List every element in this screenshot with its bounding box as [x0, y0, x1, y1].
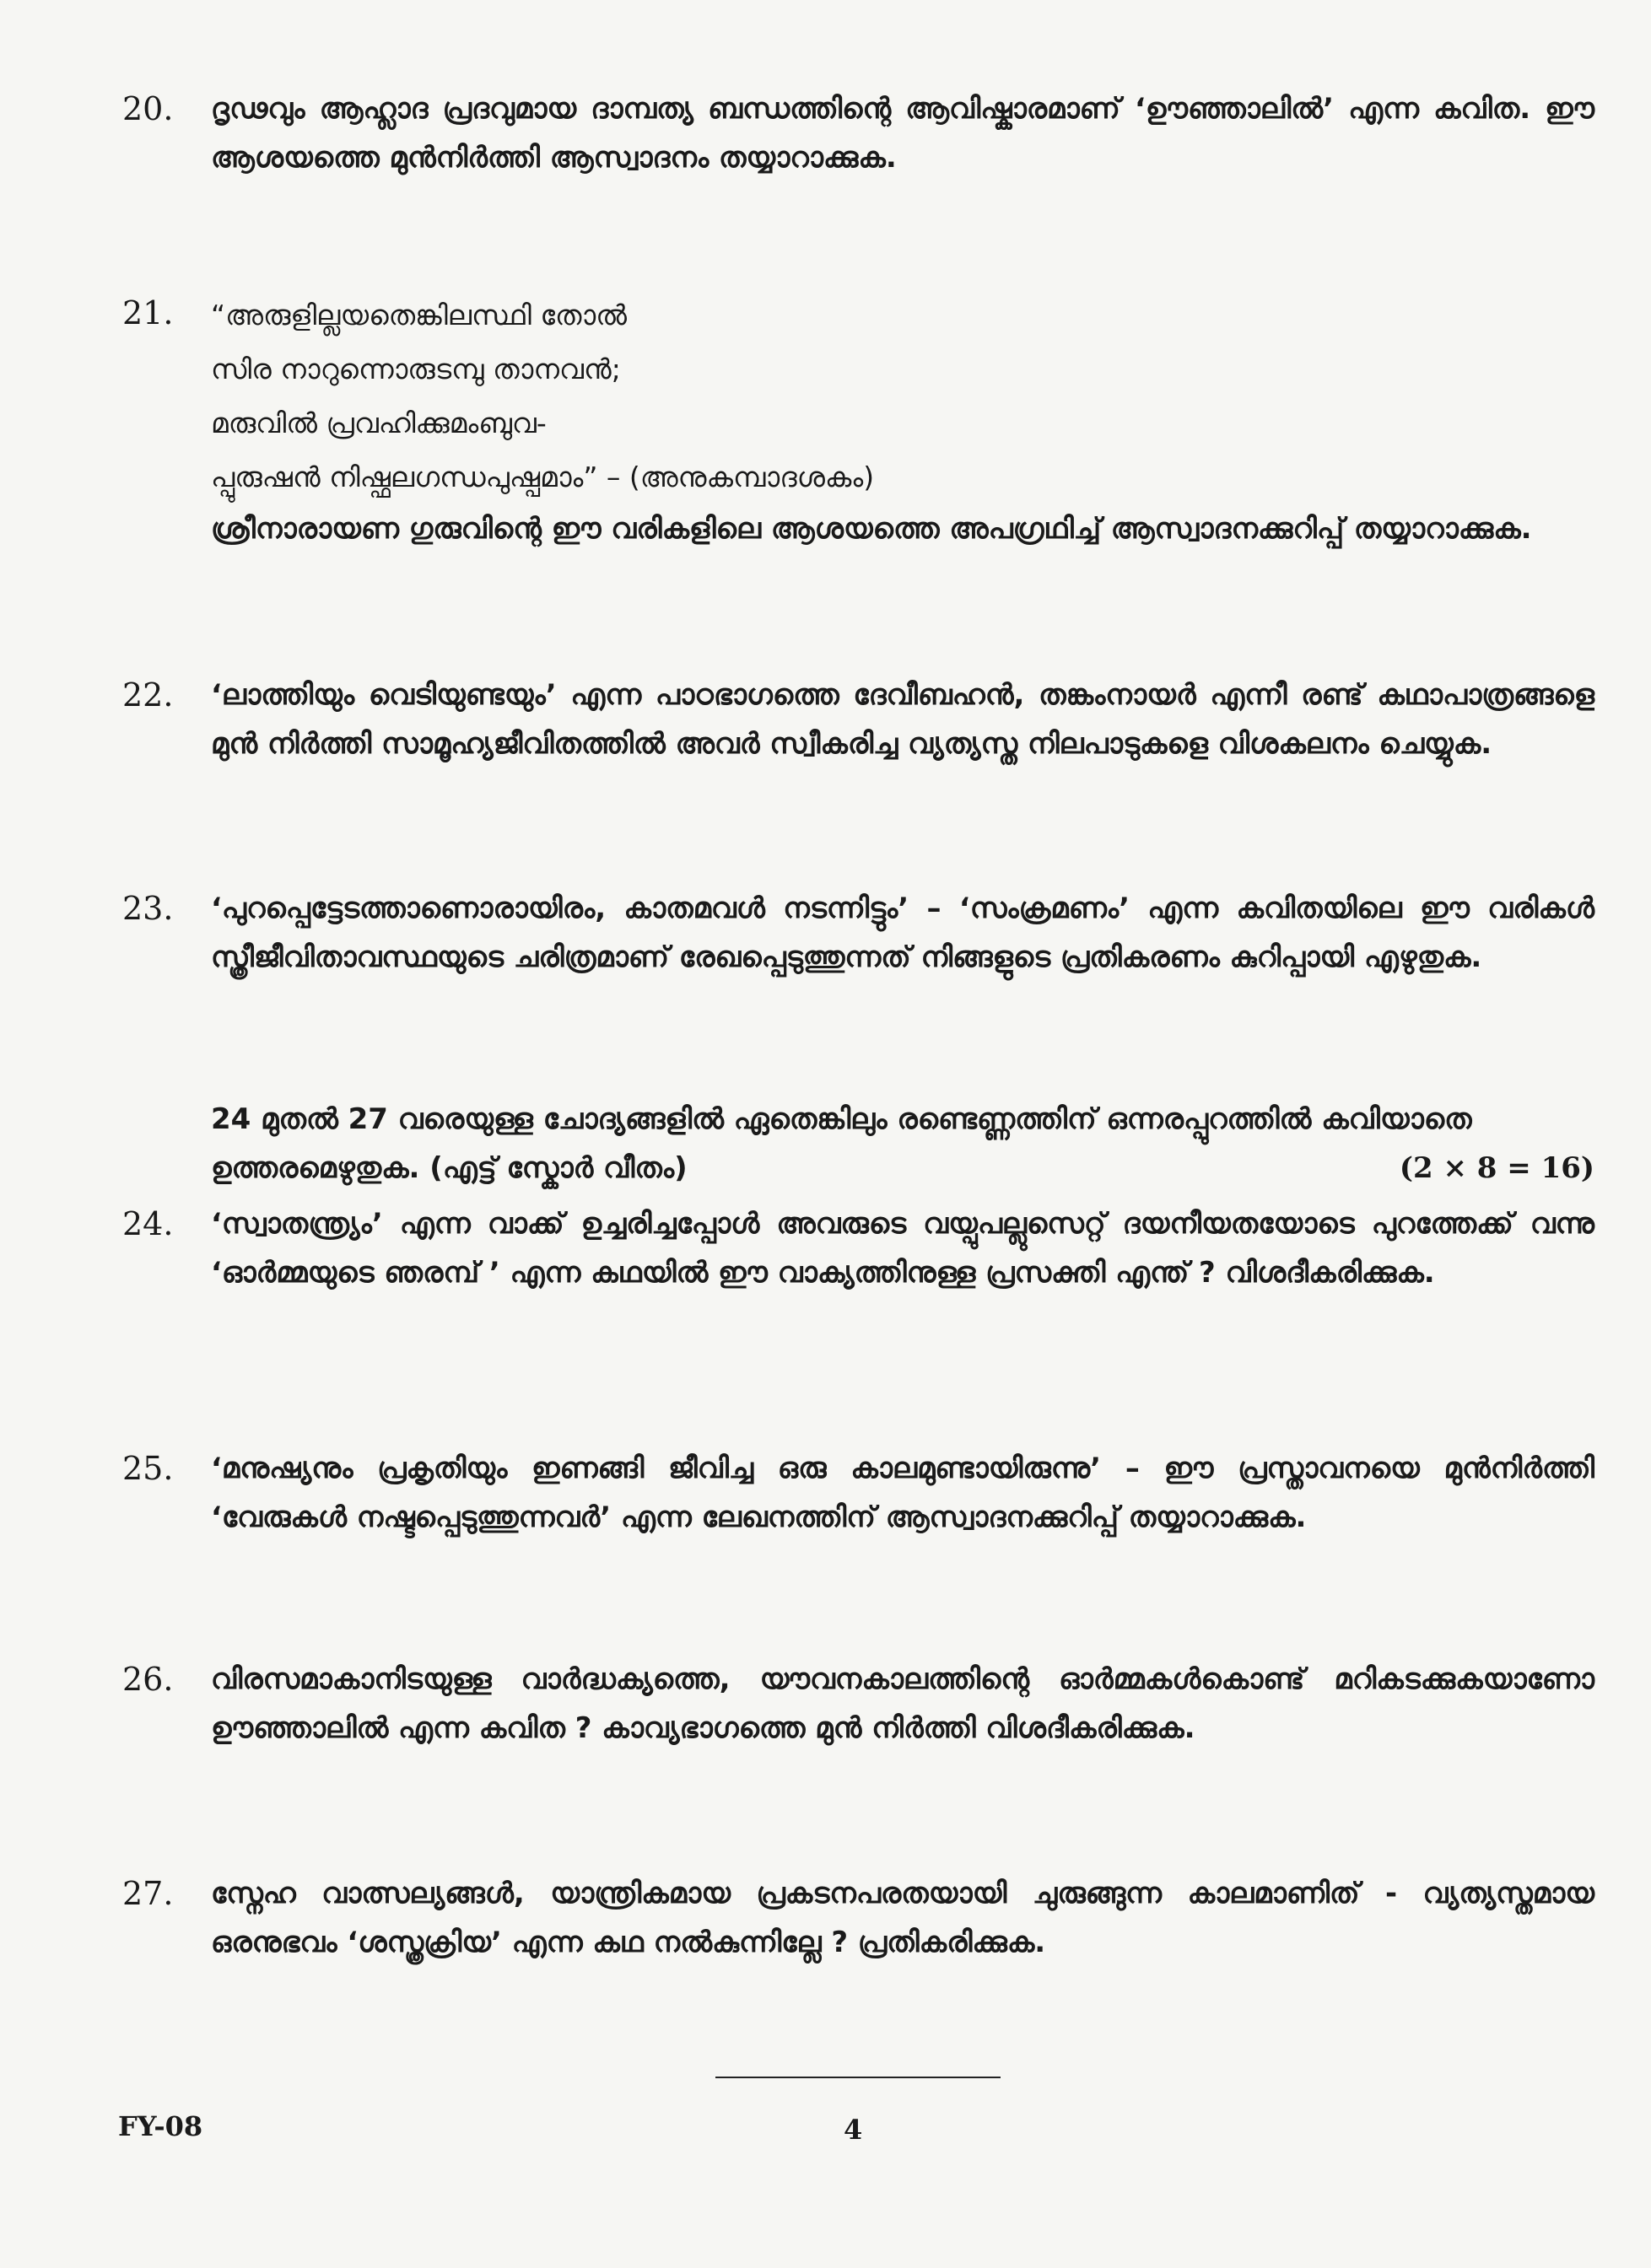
question-number: 20.: [122, 90, 174, 127]
section-instruction: [211, 1095, 1594, 1193]
question-number: 24.: [122, 1205, 174, 1242]
question-text: ‘ലാത്തിയും വെടിയുണ്ടയും’ എന്ന പാഠഭാഗത്തെ ദേവീബഹൻ, തങ്കംനായർ എന്നീ രണ്ട് കഥാപാത്രങ്ങളെ മുൻ നിർത്തി സാമൂഹ്യജീവിതത്തിൽ അവർ സ്വീകരിച്ച വ്യത്യസ്ത നിലപാടുകളെ വിശകലനം ചെയ്യുക.: [211, 678, 1594, 761]
question-number: 27.: [122, 1875, 174, 1912]
verse-line: “അരുളില്ലയതെങ്കിലസ്ഥി തോൽ: [211, 299, 627, 331]
instruction-text: 24 മുതൽ 27 വരെയുള്ള ചോദ്യങ്ങളിൽ ഏതെങ്കിലും രണ്ടെണ്ണത്തിന് ഒന്നരപ്പുറത്തിൽ കവിയാതെ ഉത്തരമെഴുതുക. (എട്ട് സ്കോർ വീതം): [211, 1102, 1472, 1185]
question-text: ദൃഢവും ആഹ്ലാദ പ്രദവുമായ ദാമ്പത്യ ബന്ധത്തിന്റെ ആവിഷ്കാരമാണ് ‘ഊഞ്ഞാലിൽ’ എന്ന കവിത. ഈ ആശയത്തെ മുൻനിർത്തി ആസ്വാദനം തയ്യാറാക്കുക.: [211, 92, 1594, 175]
question-number: 21.: [122, 294, 174, 331]
verse-line: സിര നാറുന്നൊരുടമ്പു താനവൻ;: [211, 353, 621, 385]
section-marks: (2 × 8 = 16): [1399, 1151, 1594, 1185]
question-text: സ്നേഹ വാത്സല്യങ്ങൾ, യാന്ത്രികമായ പ്രകടനപരതയായി ചുരുങ്ങുന്ന കാലമാണിത് - വ്യത്യസ്തമായ ഒരനുഭവം ‘ശസ്ത്രക്രിയ’ എന്ന കഥ നൽകുന്നില്ലേ ? പ്രതികരിക്കുക.: [211, 1877, 1594, 1959]
paper-code: FY-08: [118, 2110, 203, 2142]
question-text: ‘പുറപ്പെട്ടേടത്താണൊരായിരം, കാതമവൾ നടന്നിട്ടും’ – ‘സംക്രമണം’ എന്ന കവിതയിലെ ഈ വരികൾ സ്ത്രീജീവിതാവസ്ഥയുടെ ചരിത്രമാണ് രേഖപ്പെടുത്തുന്നത് നിങ്ങളുടെ പ്രതികരണം കുറിപ്പായി എഴുതുക.: [211, 892, 1594, 974]
question-number: 22.: [122, 676, 174, 714]
question-text: ‘മനുഷ്യനും പ്രകൃതിയും ഇണങ്ങി ജീവിച്ച ഒരു കാലമുണ്ടായിരുന്നു’ – ഈ പ്രസ്താവനയെ മുൻനിർത്തി ‘വേരുകൾ നഷ്ടപ്പെടുത്തുന്നവർ’ എന്ന ലേഖനത്തിന് ആസ്വാദനക്കുറിപ്പ് തയ്യാറാക്കുക.: [211, 1452, 1594, 1534]
question-text: ശ്രീനാരായണ ഗുരുവിന്റെ ഈ വരികളിലെ ആശയത്തെ അപഗ്രഥിച്ച് ആസ്വാദനക്കുറിപ്പ് തയ്യാറാക്കുക.: [211, 512, 1532, 546]
verse-line: മരുവിൽ പ്രവഹിക്കുമംബുവ-: [211, 407, 547, 439]
question-body: [211, 288, 1594, 553]
question-number: 26.: [122, 1661, 174, 1698]
question-number: 23.: [122, 890, 174, 927]
question-text: വിരസമാകാനിടയുള്ള വാർദ്ധക്യത്തെ, യൗവനകാലത്തിന്റെ ഓർമ്മകൾകൊണ്ട് മറികടക്കുകയാണോ ഊഞ്ഞാലിൽ എന്ന കവിത ? കാവ്യഭാഗത്തെ മുൻ നിർത്തി വിശദീകരിക്കുക.: [211, 1662, 1594, 1745]
verse-line: പ്പുരുഷൻ നിഷ്ഫലഗന്ധപുഷ്പമാം” – (അനുകമ്പാദശകം): [211, 461, 875, 493]
question-number: 25.: [122, 1450, 174, 1487]
end-rule: [715, 2077, 1001, 2078]
page-number: 4: [844, 2114, 863, 2146]
question-text: ‘സ്വാതന്ത്ര്യം’ എന്ന വാക്ക് ഉച്ചരിച്ചപ്പോൾ അവരുടെ വയ്പുപല്ലുസെറ്റ് ദയനീയതയോടെ പുറത്തേക്ക് വന്നു ‘ഓർമ്മയുടെ ഞരമ്പ് ’ എന്ന കഥയിൽ ഈ വാക്യത്തിനുള്ള പ്രസക്തി എന്ത് ? വിശദീകരിക്കുക.: [211, 1207, 1594, 1290]
